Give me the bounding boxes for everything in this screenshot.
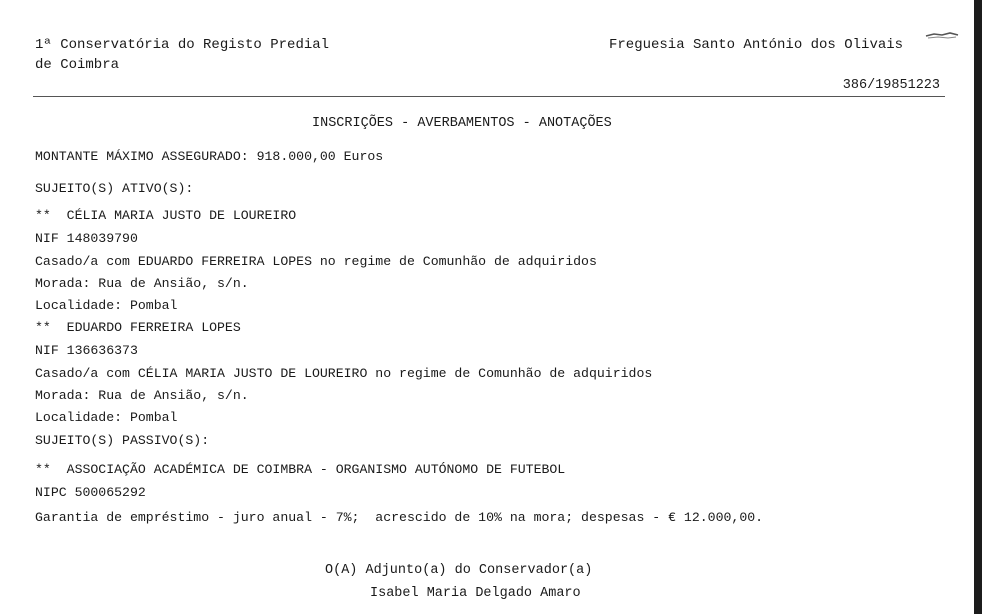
office-name: 1ª Conservatória do Registo Predial xyxy=(35,37,330,53)
signatory-role: O(A) Adjunto(a) do Conservador(a) xyxy=(325,563,593,578)
maximum-amount: MONTANTE MÁXIMO ASSEGURADO: 918.000,00 Euros xyxy=(35,149,384,164)
active-subject-1-name: ** CÉLIA MARIA JUSTO DE LOUREIRO xyxy=(35,208,297,223)
active-subjects-heading: SUJEITO(S) ATIVO(S): xyxy=(35,181,194,196)
active-subject-1-locality: Localidade: Pombal xyxy=(35,298,178,313)
office-city: de Coimbra xyxy=(35,57,120,73)
active-subject-2-nif: NIF 136636373 xyxy=(35,343,138,358)
active-subject-1-nif: NIF 148039790 xyxy=(35,231,138,246)
parish-name: Freguesia Santo António dos Olivais xyxy=(609,37,904,53)
active-subject-2-status: Casado/a com CÉLIA MARIA JUSTO DE LOUREIRO no regime de Comunhão de adquiridos xyxy=(35,366,653,381)
active-subject-1-address: Morada: Rua de Ansião, s/n. xyxy=(35,276,249,291)
signatory-name: Isabel Maria Delgado Amaro xyxy=(370,586,581,601)
active-subject-2-locality: Localidade: Pombal xyxy=(35,410,178,425)
passive-subject-name: ** ASSOCIAÇÃO ACADÉMICA DE COIMBRA - ORGANISMO AUTÓNOMO DE FUTEBOL xyxy=(35,462,566,477)
passive-subject-nipc: NIPC 500065292 xyxy=(35,485,146,500)
active-subject-2-address: Morada: Rua de Ansião, s/n. xyxy=(35,388,249,403)
active-subject-1-status: Casado/a com EDUARDO FERREIRA LOPES no regime de Comunhão de adquiridos xyxy=(35,254,597,269)
ink-smudge-icon xyxy=(924,30,960,40)
scan-edge xyxy=(974,0,982,614)
active-subject-2-name: ** EDUARDO FERREIRA LOPES xyxy=(35,320,241,335)
passive-subjects-heading: SUJEITO(S) PASSIVO(S): xyxy=(35,433,210,448)
header-divider xyxy=(33,96,945,97)
guarantee-terms: Garantia de empréstimo - juro anual - 7%; acrescido de 10% na mora; despesas - € 12.000,00. xyxy=(35,510,764,525)
registration-reference: 386/19851223 xyxy=(842,78,940,93)
section-title: INSCRIÇÕES - AVERBAMENTOS - ANOTAÇÕES xyxy=(312,116,612,131)
